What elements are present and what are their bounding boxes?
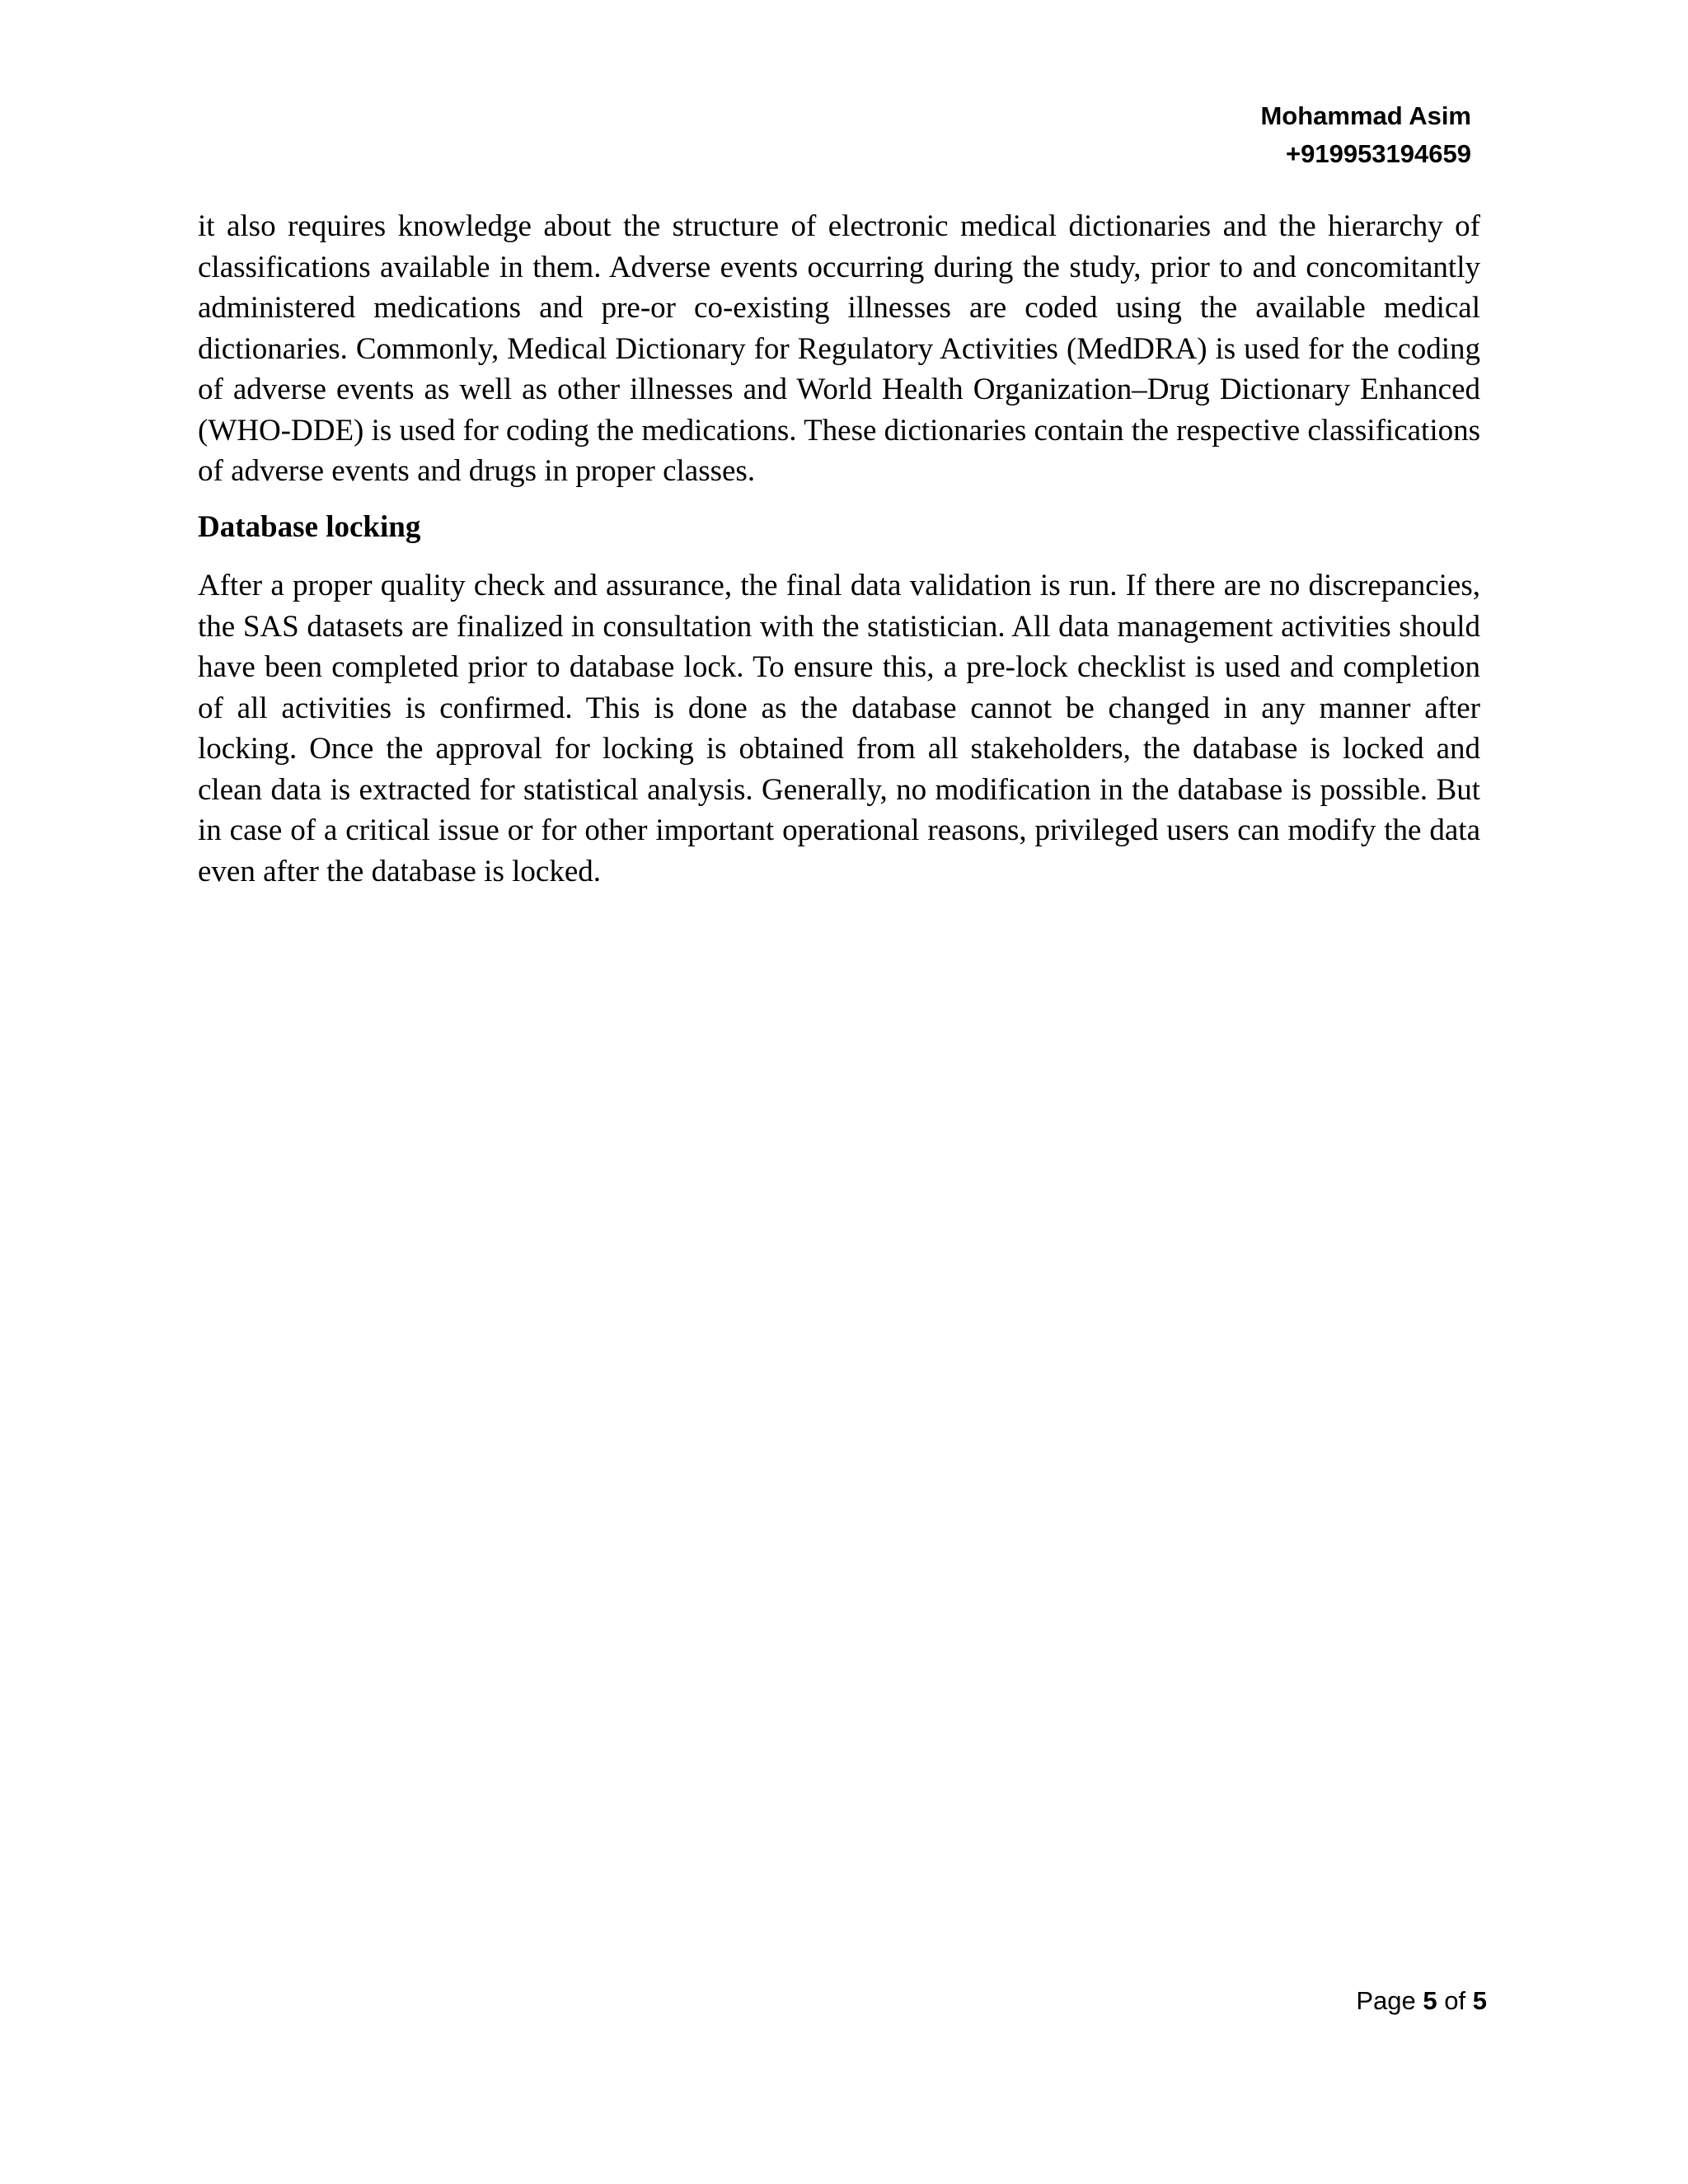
total-page-number: 5 bbox=[1472, 1986, 1487, 2015]
body-paragraph-2: After a proper quality check and assurance, the final data validation is run. If there are no discrepancies, the SAS datasets are finalized in consultation with the statistician. All data management activities should have been completed prior to database lock. To ensure this, a pre-lock checklist is used and completion of all activities is confirmed. This is done as the database cannot be changed in any manner after locking. Once the approval for locking is obtained from all stakeholders, the database is locked and clean data is extracted for statistical analysis. Generally, no modification in the database is possible. But in case of a critical issue or for other important operational reasons, privileged users can modify the data even after the database is locked. bbox=[198, 569, 1480, 888]
author-phone: +919953194659 bbox=[1286, 139, 1471, 168]
author-name: Mohammad Asim bbox=[1260, 101, 1471, 130]
current-page-number: 5 bbox=[1423, 1986, 1437, 2015]
document-body bbox=[198, 206, 1480, 892]
page-label: Page bbox=[1356, 1986, 1416, 2015]
page-footer bbox=[1356, 1985, 1487, 2018]
body-paragraph-1: it also requires knowledge about the structure of electronic medical dictionaries and the hierarchy of classifications available in them. Adverse events occurring during the study, prior to and concomitantly administered medications and pre-or co-existing illnesses are coded using the available medical dictionaries. Commonly, Medical Dictionary for Regulatory Activities (MedDRA) is used for the coding of adverse events as well as other illnesses and World Health Organization–Drug Dictionary Enhanced (WHO-DDE) is used for coding the medications. These dictionaries contain the respective classifications of adverse events and drugs in proper classes. bbox=[198, 209, 1480, 488]
page-header bbox=[1260, 97, 1471, 173]
of-label: of bbox=[1444, 1986, 1466, 2015]
section-heading: Database locking bbox=[198, 509, 421, 544]
